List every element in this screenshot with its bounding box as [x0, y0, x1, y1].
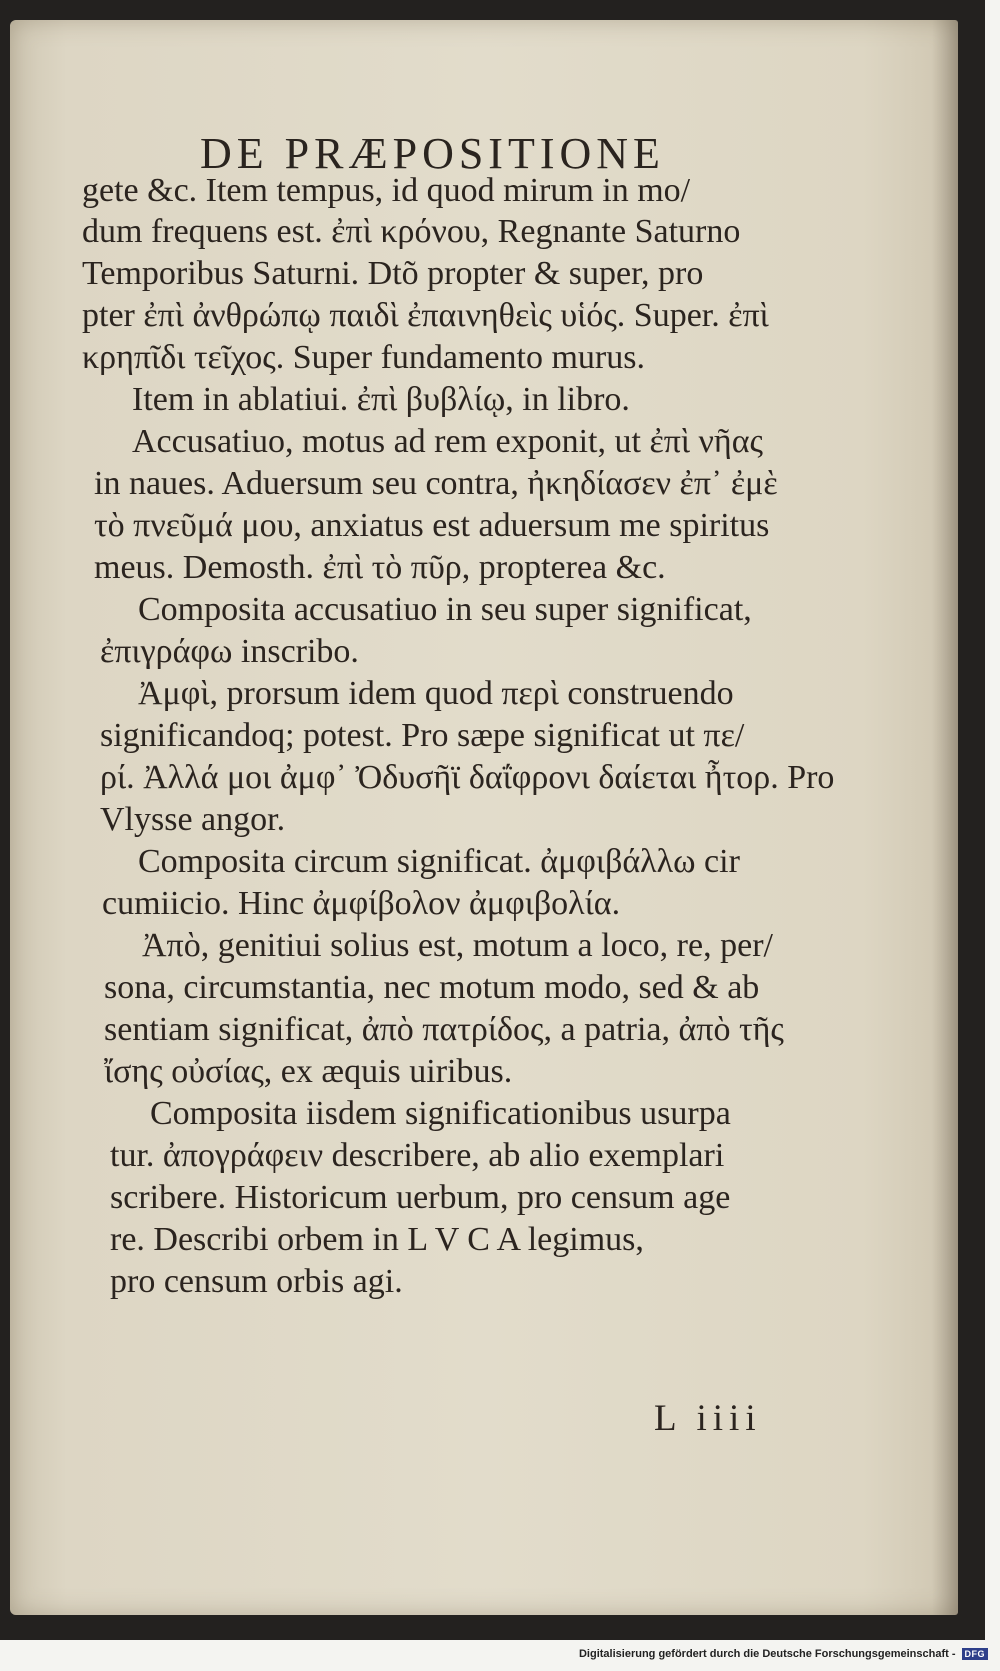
text-line: gete &c. Item tempus, id quod mirum in mo/ [82, 172, 691, 209]
text-line: significandoq; potest. Pro sæpe significat ut πε/ [100, 717, 745, 754]
text-line: κρηπῖδι τεῖχος. Super fundamento murus. [82, 339, 645, 376]
text-line: cumiicio. Hinc ἀμφίβολον ἀμφιβολία. [102, 885, 621, 922]
text-line: Composita circum significat. ἀμφιβάλλω cir [138, 843, 740, 880]
text-line: dum frequens est. ἐπὶ κρόνου, Regnante Saturno [82, 213, 741, 250]
text-line: ἐπιγράφω inscribo. [100, 633, 359, 670]
text-line: τὸ πνεῦμά μου, anxiatus est aduersum me spiritus [94, 507, 770, 544]
text-line: meus. Demosth. ἐπὶ τὸ πῦρ, propterea &c. [94, 549, 666, 586]
text-line: sentiam significat, ἀπὸ πατρίδος, a patria, ἀπὸ τῆς [104, 1011, 784, 1048]
text-line: pter ἐπὶ ἀνθρώπῳ παιδὶ ἐπαινηθεὶς υἱός. Super. ἐπὶ [82, 297, 769, 334]
running-head: DE PRÆPOSITIONE [200, 129, 665, 178]
text-line: Ἀμφὶ, prorsum idem quod περὶ construendo [138, 675, 734, 712]
text-line: in naues. Aduersum seu contra, ἠκηδίασεν ἐπ᾽ ἐμὲ [94, 465, 778, 502]
digitization-credit [579, 1648, 988, 1660]
text-line: Vlysse angor. [100, 801, 286, 838]
text-line: Item in ablatiui. ἐπὶ βυβλίῳ, in libro. [132, 381, 630, 418]
credit-text: Digitalisierung gefördert durch die Deutsche Forschungsgemeinschaft - [578, 1648, 956, 1660]
dfg-logo: DFG [962, 1648, 989, 1660]
text-line: Composita accusatiuo in seu super significat, [138, 591, 752, 628]
page-edge-shadow [932, 20, 958, 1615]
text-line: ἴσης οὐσίας, ex æquis uiribus. [104, 1053, 513, 1090]
text-line: Ἀπὸ, genitiui solius est, motum a loco, re, per/ [142, 927, 773, 964]
text-line: sona, circumstantia, nec motum modo, sed & ab [104, 969, 760, 1006]
text-line: pro censum orbis agi. [110, 1263, 403, 1300]
text-line: Temporibus Saturni. Dtõ propter & super, pro [82, 255, 704, 292]
text-line: ρί. Ἀλλά μοι ἀμφ᾽ Ὀδυσῆϊ δαΐφρονι δαίεται ἦτορ. Pro [100, 759, 835, 796]
book-page [10, 20, 958, 1615]
text-line: Accusatiuo, motus ad rem exponit, ut ἐπὶ νῆας [132, 423, 763, 460]
text-line: tur. ἀπογράφειν describere, ab alio exemplari [110, 1137, 725, 1174]
text-line: re. Describi orbem in L V C A legimus, [110, 1221, 644, 1258]
text-line: Composita iisdem significationibus usurpa [150, 1095, 731, 1132]
signature-mark: L iiii [654, 1398, 762, 1439]
text-line: scribere. Historicum uerbum, pro censum age [110, 1179, 731, 1216]
